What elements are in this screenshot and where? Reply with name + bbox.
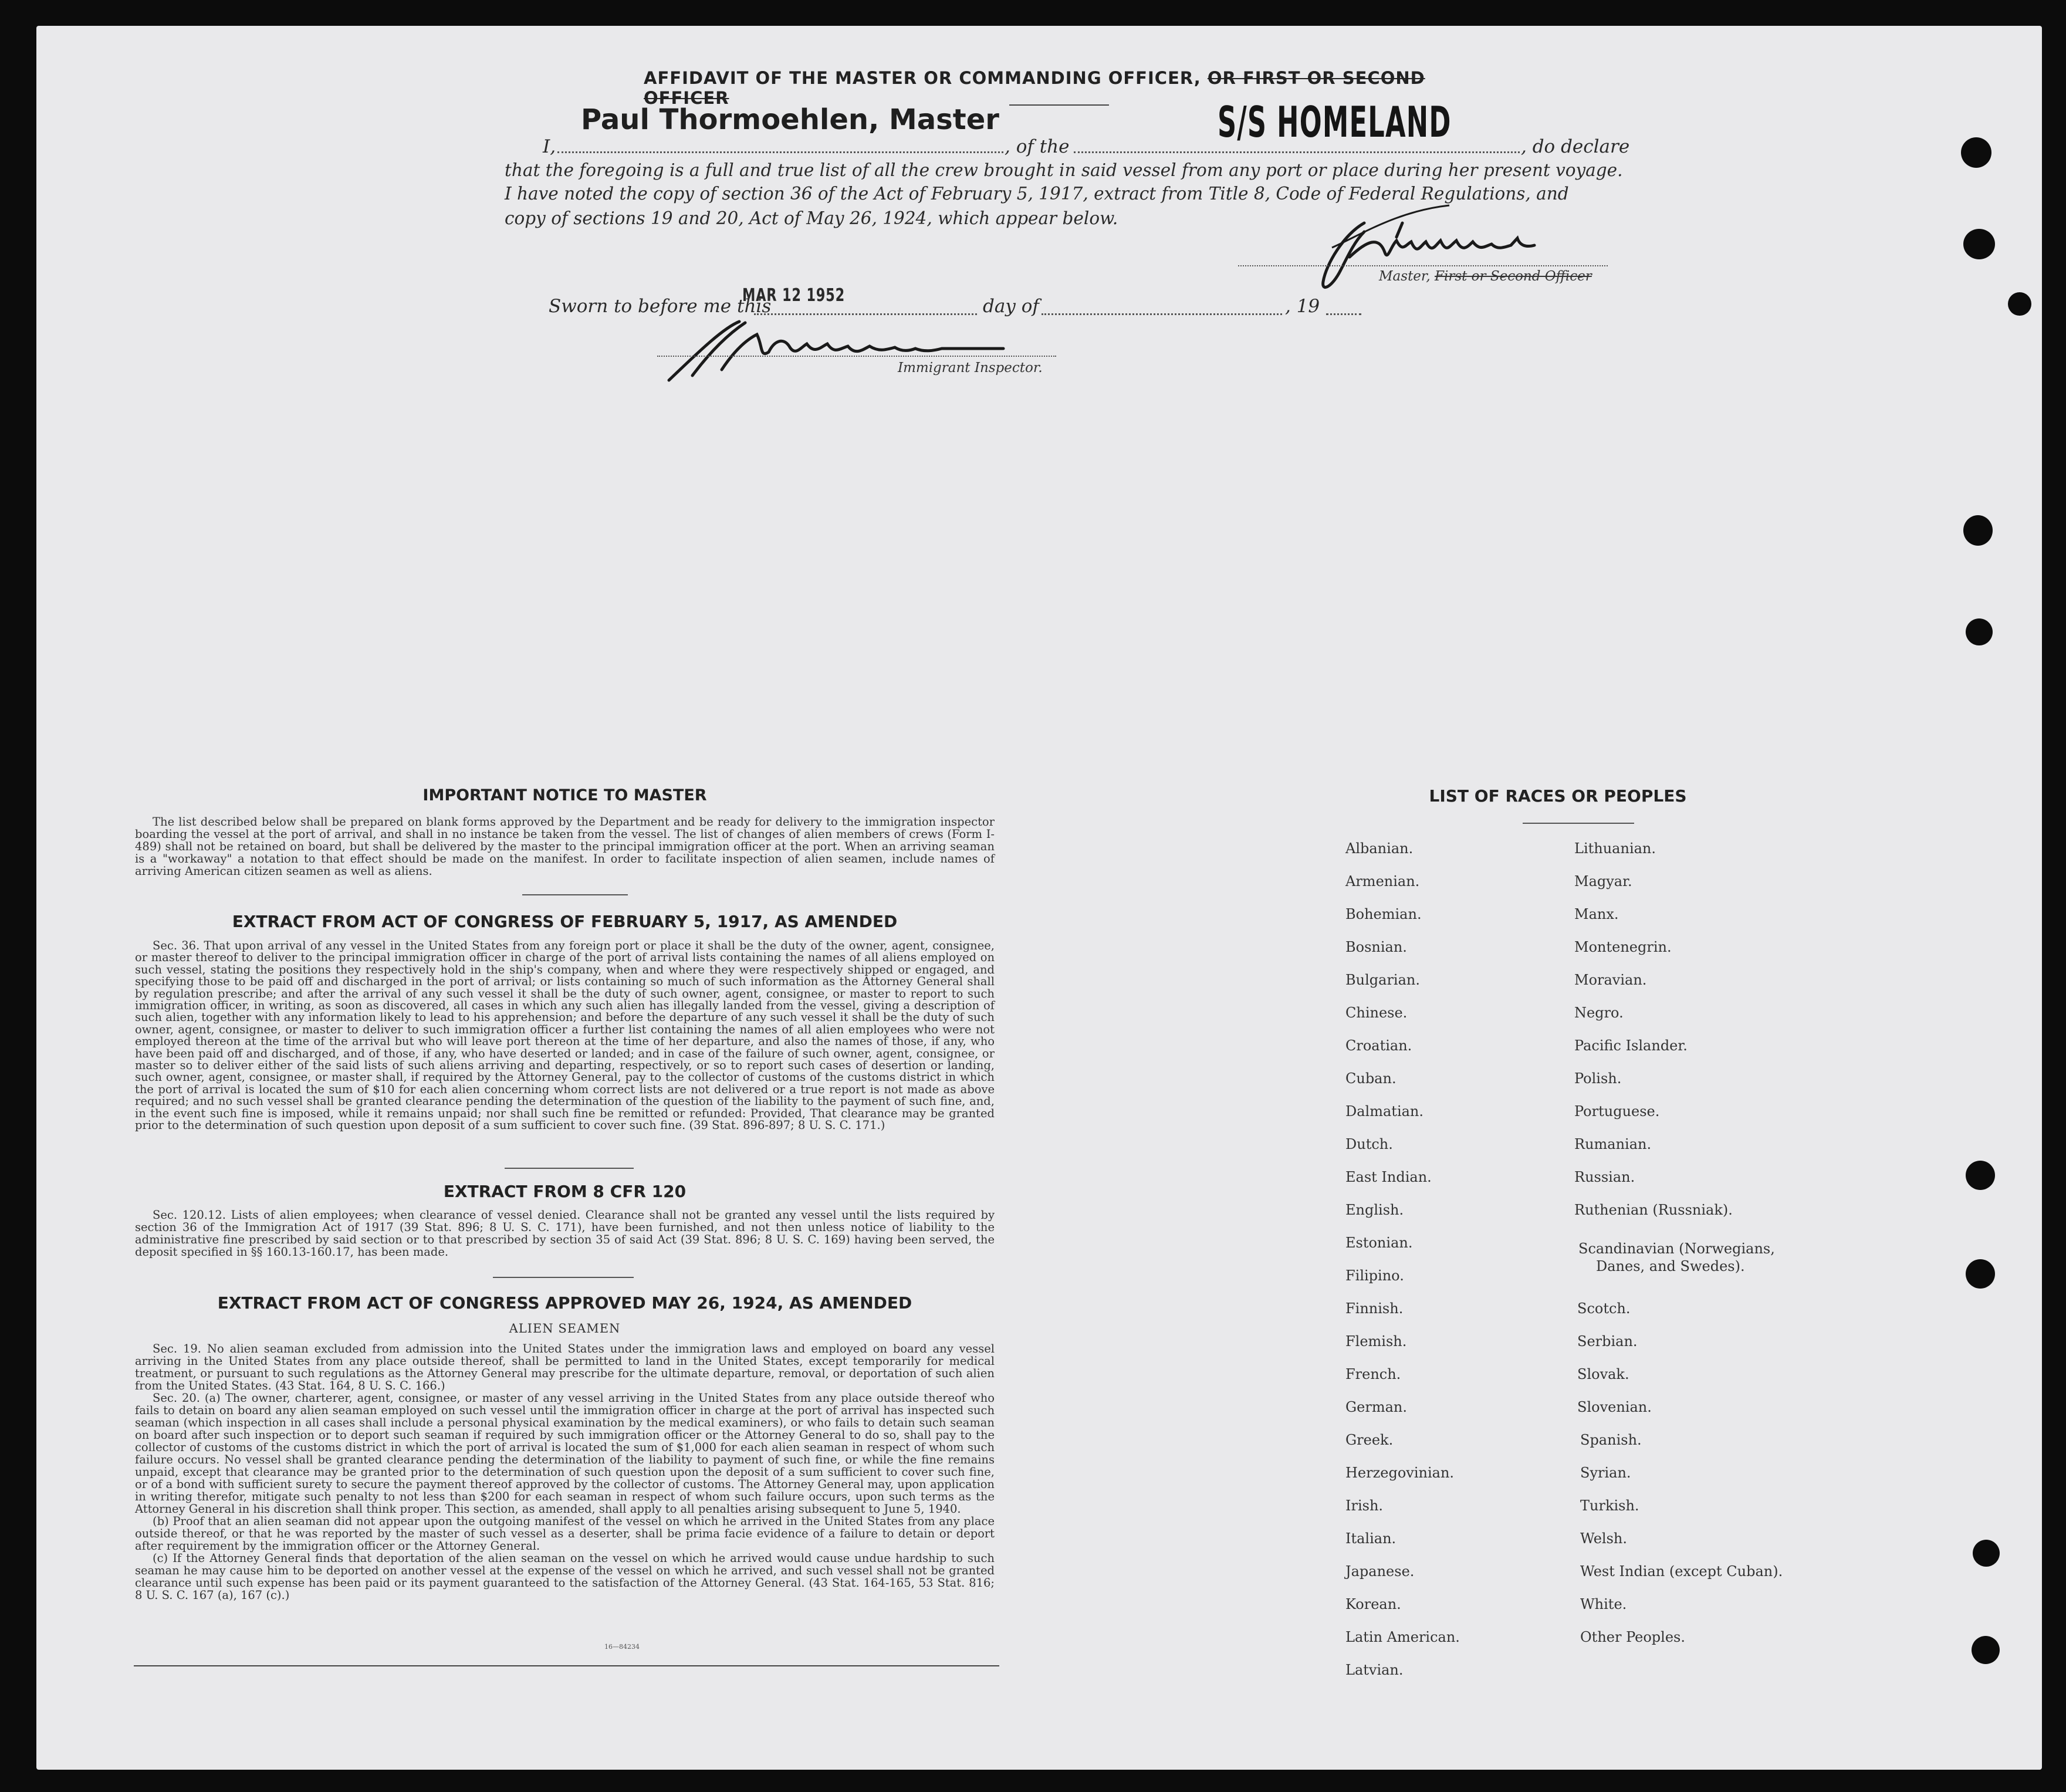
master-signature-line [1238, 265, 1608, 266]
race-item: Flemish. [1345, 1333, 1407, 1350]
race-item: Bosnian. [1345, 939, 1407, 955]
race-item: Herzegovinian. [1345, 1465, 1455, 1481]
race-item: Portuguese. [1574, 1103, 1660, 1120]
do-declare-text: , do declare [1521, 136, 1630, 157]
race-item: Turkish. [1580, 1497, 1639, 1514]
punch-hole [2008, 292, 2031, 316]
punch-hole [1963, 515, 1993, 546]
punch-hole [1966, 1161, 1995, 1190]
section-20c-text: (c) If the Attorney General finds that deportation of the alien seaman on the vessel on which he arrived would cause undue hardship to such seaman he may cause him to be deported on another vessel at the expense of the vessel on which he arrived, and such vessel shall not be granted clearance until such expense has been paid or its payment guaranteed to the satisfaction of the Attorney General. (43 Stat. 164-165, 53 Stat. 816; 8 U. S. C. 167 (a), 167 (c).) [135, 1551, 995, 1602]
punch-hole [1961, 137, 1991, 168]
bottom-rule [134, 1665, 999, 1666]
race-item: Moravian. [1574, 972, 1647, 988]
inspector-signature-line [657, 356, 1056, 357]
vessel-dotted-line [1074, 151, 1520, 153]
race-item: French. [1345, 1366, 1401, 1382]
extract-1924-heading: EXTRACT FROM ACT OF CONGRESS APPROVED MAY 26, 1924, AS AMENDED [217, 1293, 912, 1313]
race-item: Welsh. [1580, 1530, 1627, 1547]
affidavit-title-text: AFFIDAVIT OF THE MASTER OR COMMANDING OFFICER, [644, 68, 1201, 88]
race-item: Dalmatian. [1345, 1103, 1424, 1120]
punch-hole [1966, 1259, 1995, 1289]
race-item: Negro. [1574, 1005, 1624, 1021]
race-item: Syrian. [1580, 1465, 1631, 1481]
race-item: Serbian. [1577, 1333, 1638, 1350]
race-item: Slovenian. [1577, 1399, 1652, 1415]
race-item: Chinese. [1345, 1005, 1408, 1021]
race-item: Montenegrin. [1574, 939, 1672, 955]
officer-label-struck: First or Second Officer [1435, 269, 1592, 284]
master-name: Paul Thormoehlen, Master [581, 103, 999, 136]
name-dotted-line [557, 151, 1003, 153]
affidavit-title-struck: OR FIRST OR SECOND OFFICER [644, 68, 1425, 108]
race-item: Armenian. [1345, 873, 1420, 890]
alien-seamen-subheading: ALIEN SEAMEN [509, 1321, 621, 1335]
race-item: Russian. [1574, 1169, 1635, 1185]
race-item: Estonian. [1345, 1235, 1413, 1251]
month-dotted-line [1042, 313, 1282, 315]
race-item: Other Peoples. [1580, 1629, 1685, 1645]
notice-text: The list described below shall be prepared on blank forms approved by the Department and be ready for delivery to the immigration inspector boarding the vessel at the port of arrival, and shall in no instance be taken from the vessel. The list of changes of alien members of crews (Form I-489) shall not be retained on board, but shall be delivered by the master to the principal immigration officer at the port. When an arriving seaman is a "workaway" a notation to that effect should be made on the manifest. In order to facilitate inspection of alien seamen, include names of arriving American citizen seamen as well as aliens. [135, 815, 995, 878]
race-item: Scandinavian (Norwegians, [1578, 1240, 1775, 1257]
vessel-name-stamp: S/S HOMELAND [1218, 97, 1452, 147]
master-signature-label [1379, 269, 1592, 284]
race-item: Irish. [1345, 1497, 1384, 1514]
of-the-text: , of the [1005, 136, 1070, 157]
punch-hole [1963, 229, 1995, 259]
race-item: Scotch. [1577, 1300, 1631, 1317]
punch-hole [1972, 1636, 2000, 1664]
extract-cfr-heading: EXTRACT FROM 8 CFR 120 [443, 1182, 687, 1201]
affidavit-line-2: that the foregoing is a full and true list of all the crew brought in said vessel from any port or place during her present voyage. [505, 160, 1623, 180]
race-item: Albanian. [1345, 840, 1414, 857]
race-item: East Indian. [1345, 1169, 1432, 1185]
year-prefix: , 19 [1285, 296, 1320, 317]
race-item: Finnish. [1345, 1300, 1404, 1317]
race-item: Pacific Islander. [1574, 1037, 1688, 1054]
extract-1917-text: Sec. 36. That upon arrival of any vessel in the United States from any foreign port or place it shall be the duty of the owner, agent, consignee, or master thereof to deliver to the principal immigration officer in charge of the port of arrival lists containing the names of all aliens employed on such vessel, stating the positions they respectively hold in the ship's company, when and where they were respectively shipped or engaged, and specifying those to be paid off and discharged in the port of arrival; or lists containing so much of such information as the Attorney General shall by regulation prescribe; and after the arrival of any such vessel it shall be the duty of such owner, agent, consignee, or master to report to such immigration officer, in writing, as soon as discovered, all cases in which any such alien has illegally landed from the vessel, giving a description of such alien, together with any information likely to lead to his apprehension; and before the departure of any such vessel it shall be the duty of such owner, agent, consignee, or master to deliver to such immigration officer a further list containing the names of all alien employees who were not employed thereon at the time of the arrival but who will leave port thereon at the time of her departure, and also the names of those, if any, who have been paid off and discharged, and of those, if any, who have deserted or landed; and in case of the failure of such owner, agent, consignee, or master so to deliver either of the said lists of such aliens arriving and departing, respectively, or so to report such cases of desertion or landing, such owner, agent, consignee, or master shall, if required by the Attorney General, pay to the collector of customs of the customs district in which the port of arrival is located the sum of $10 for each alien concerning whom correct lists are not delivered or a true report is not made as above required; and no such vessel shall be granted clearance pending the determination of the question of the liability to the payment of such fine, and, in the event such fine is imposed, while it remains unpaid; nor shall such fine be remitted or refunded: Provided, That clearance may be granted prior to the determination of such question upon deposit of a sum sufficient to cover such fine. (39 Stat. 896-897; 8 U. S. C. 171.) [135, 939, 995, 1132]
races-divider [1523, 823, 1634, 824]
extract-cfr-text: Sec. 120.12. Lists of alien employees; when clearance of vessel denied. Clearance shall not be granted any vessel until the lists required by section 36 of the Immigration Act of 1917 (39 Stat. 896; 8 U. S. C. 171), have been furnished, and not then unless notice of liability to the administrative fine prescribed by said section or to that prescribed by section 35 of said Act (39 Stat. 896; 8 U. S. C. 169) having been served, the deposit specified in §§ 160.13-160.17, has been made. [135, 1208, 995, 1259]
master-label-text: Master, [1379, 269, 1431, 284]
race-item: Latvian. [1345, 1662, 1404, 1678]
inspector-label: Immigrant Inspector. [898, 360, 1043, 376]
race-item: Croatian. [1345, 1037, 1412, 1054]
race-item: Bohemian. [1345, 906, 1422, 922]
race-item: Korean. [1345, 1596, 1401, 1612]
extract-1924-body [135, 1343, 995, 1601]
race-item: Filipino. [1345, 1267, 1404, 1284]
affidavit-line-3: I have noted the copy of section 36 of the Act of February 5, 1917, extract from Title 8, Code of Federal Regulations, and [505, 184, 1569, 204]
race-item: Lithuanian. [1574, 840, 1656, 857]
extract-1917-divider [505, 1168, 634, 1169]
race-item: Slovak. [1577, 1366, 1629, 1382]
race-item: Ruthenian (Russniak). [1574, 1202, 1733, 1218]
section-20a-text: Sec. 20. (a) The owner, charterer, agent, consignee, or master of any vessel arriving in the United States from any place outside thereof who fails to detain on board any alien seaman employed on such vessel until the immigration officer in charge at the port of arrival has inspected such seaman (which inspection in all cases shall include a personal physical examination by the medical examiners), or who fails to detain such seaman on board after such inspection or to deport such seaman if required by such immigration officer or the Attorney General to do so, shall pay to the collector of customs of the customs district in which the port of arrival is located the sum of $1,000 for each alien seaman in respect of whom such failure occurs. No vessel shall be granted clearance pending the determination of the liability to payment of such fine, or while the fine remains unpaid, except that clearance may be granted prior to the determination of such question upon the deposit of a sum sufficient to cover such fine, or of a bond with sufficient surety to secure the payment thereof approved by the collector of customs. The Attorney General may, upon application in writing therefor, mitigate such penalty to not less than $200 for each seaman in respect of whom such failure occurs, upon such terms as the Attorney General in his discretion shall think proper. This section, as amended, shall apply to all penalties arising subsequent to June 5, 1940. [135, 1391, 995, 1516]
race-item: White. [1580, 1596, 1627, 1612]
i-prefix: I, [543, 136, 556, 157]
notice-heading: IMPORTANT NOTICE TO MASTER [422, 786, 707, 804]
year-dotted-line [1326, 313, 1361, 315]
race-item: Latin American. [1345, 1629, 1460, 1645]
title-underline [1009, 104, 1109, 106]
race-item: Greek. [1345, 1432, 1394, 1448]
race-item: Polish. [1574, 1070, 1622, 1087]
race-item: Dutch. [1345, 1136, 1393, 1152]
print-code: 16—84234 [604, 1643, 640, 1651]
race-item: Bulgarian. [1345, 972, 1420, 988]
section-20b-text: (b) Proof that an alien seaman did not appear upon the outgoing manifest of the vessel on which he arrived in the United States from any place outside thereof, or that he was reported by the master of such vessel as a deserter, shall be prima facie evidence of a failure to detain or deport after requirement by the immigration officer or the Attorney General. [135, 1514, 995, 1553]
race-item: Cuban. [1345, 1070, 1397, 1087]
extract-1917-heading: EXTRACT FROM ACT OF CONGRESS OF FEBRUARY 5, 1917, AS AMENDED [232, 912, 898, 931]
race-item: German. [1345, 1399, 1407, 1415]
races-heading: LIST OF RACES OR PEOPLES [1429, 786, 1687, 806]
race-item: West Indian (except Cuban). [1580, 1563, 1783, 1580]
affidavit-line-4: copy of sections 19 and 20, Act of May 26, 1924, which appear below. [505, 208, 1118, 228]
sworn-before-text: Sworn to before me this [549, 296, 772, 317]
section-19-text: Sec. 19. No alien seaman excluded from admission into the United States under the immigration laws and employed on board any vessel arriving in the United States from any place outside thereof, shall be permitted to land in the United States, except temporarily for medical treatment, or pursuant to such regulations as the Attorney General may prescribe for the ultimate departure, removal, or deportation of such alien from the United States. (43 Stat. 164, 8 U. S. C. 166.) [135, 1342, 995, 1392]
race-item: Japanese. [1345, 1563, 1415, 1580]
day-of-text: day of [983, 296, 1039, 317]
race-item: Rumanian. [1574, 1136, 1652, 1152]
race-item: Italian. [1345, 1530, 1397, 1547]
punch-hole [1973, 1540, 2000, 1567]
notice-divider [522, 894, 628, 895]
race-item: Manx. [1574, 906, 1619, 922]
date-stamp: MAR 12 1952 [742, 285, 845, 306]
punch-hole [1966, 618, 1993, 645]
race-item: Magyar. [1574, 873, 1632, 890]
extract-cfr-divider [493, 1277, 634, 1278]
race-item: Danes, and Swedes). [1596, 1258, 1745, 1274]
race-item: Spanish. [1580, 1432, 1642, 1448]
race-item: English. [1345, 1202, 1404, 1218]
